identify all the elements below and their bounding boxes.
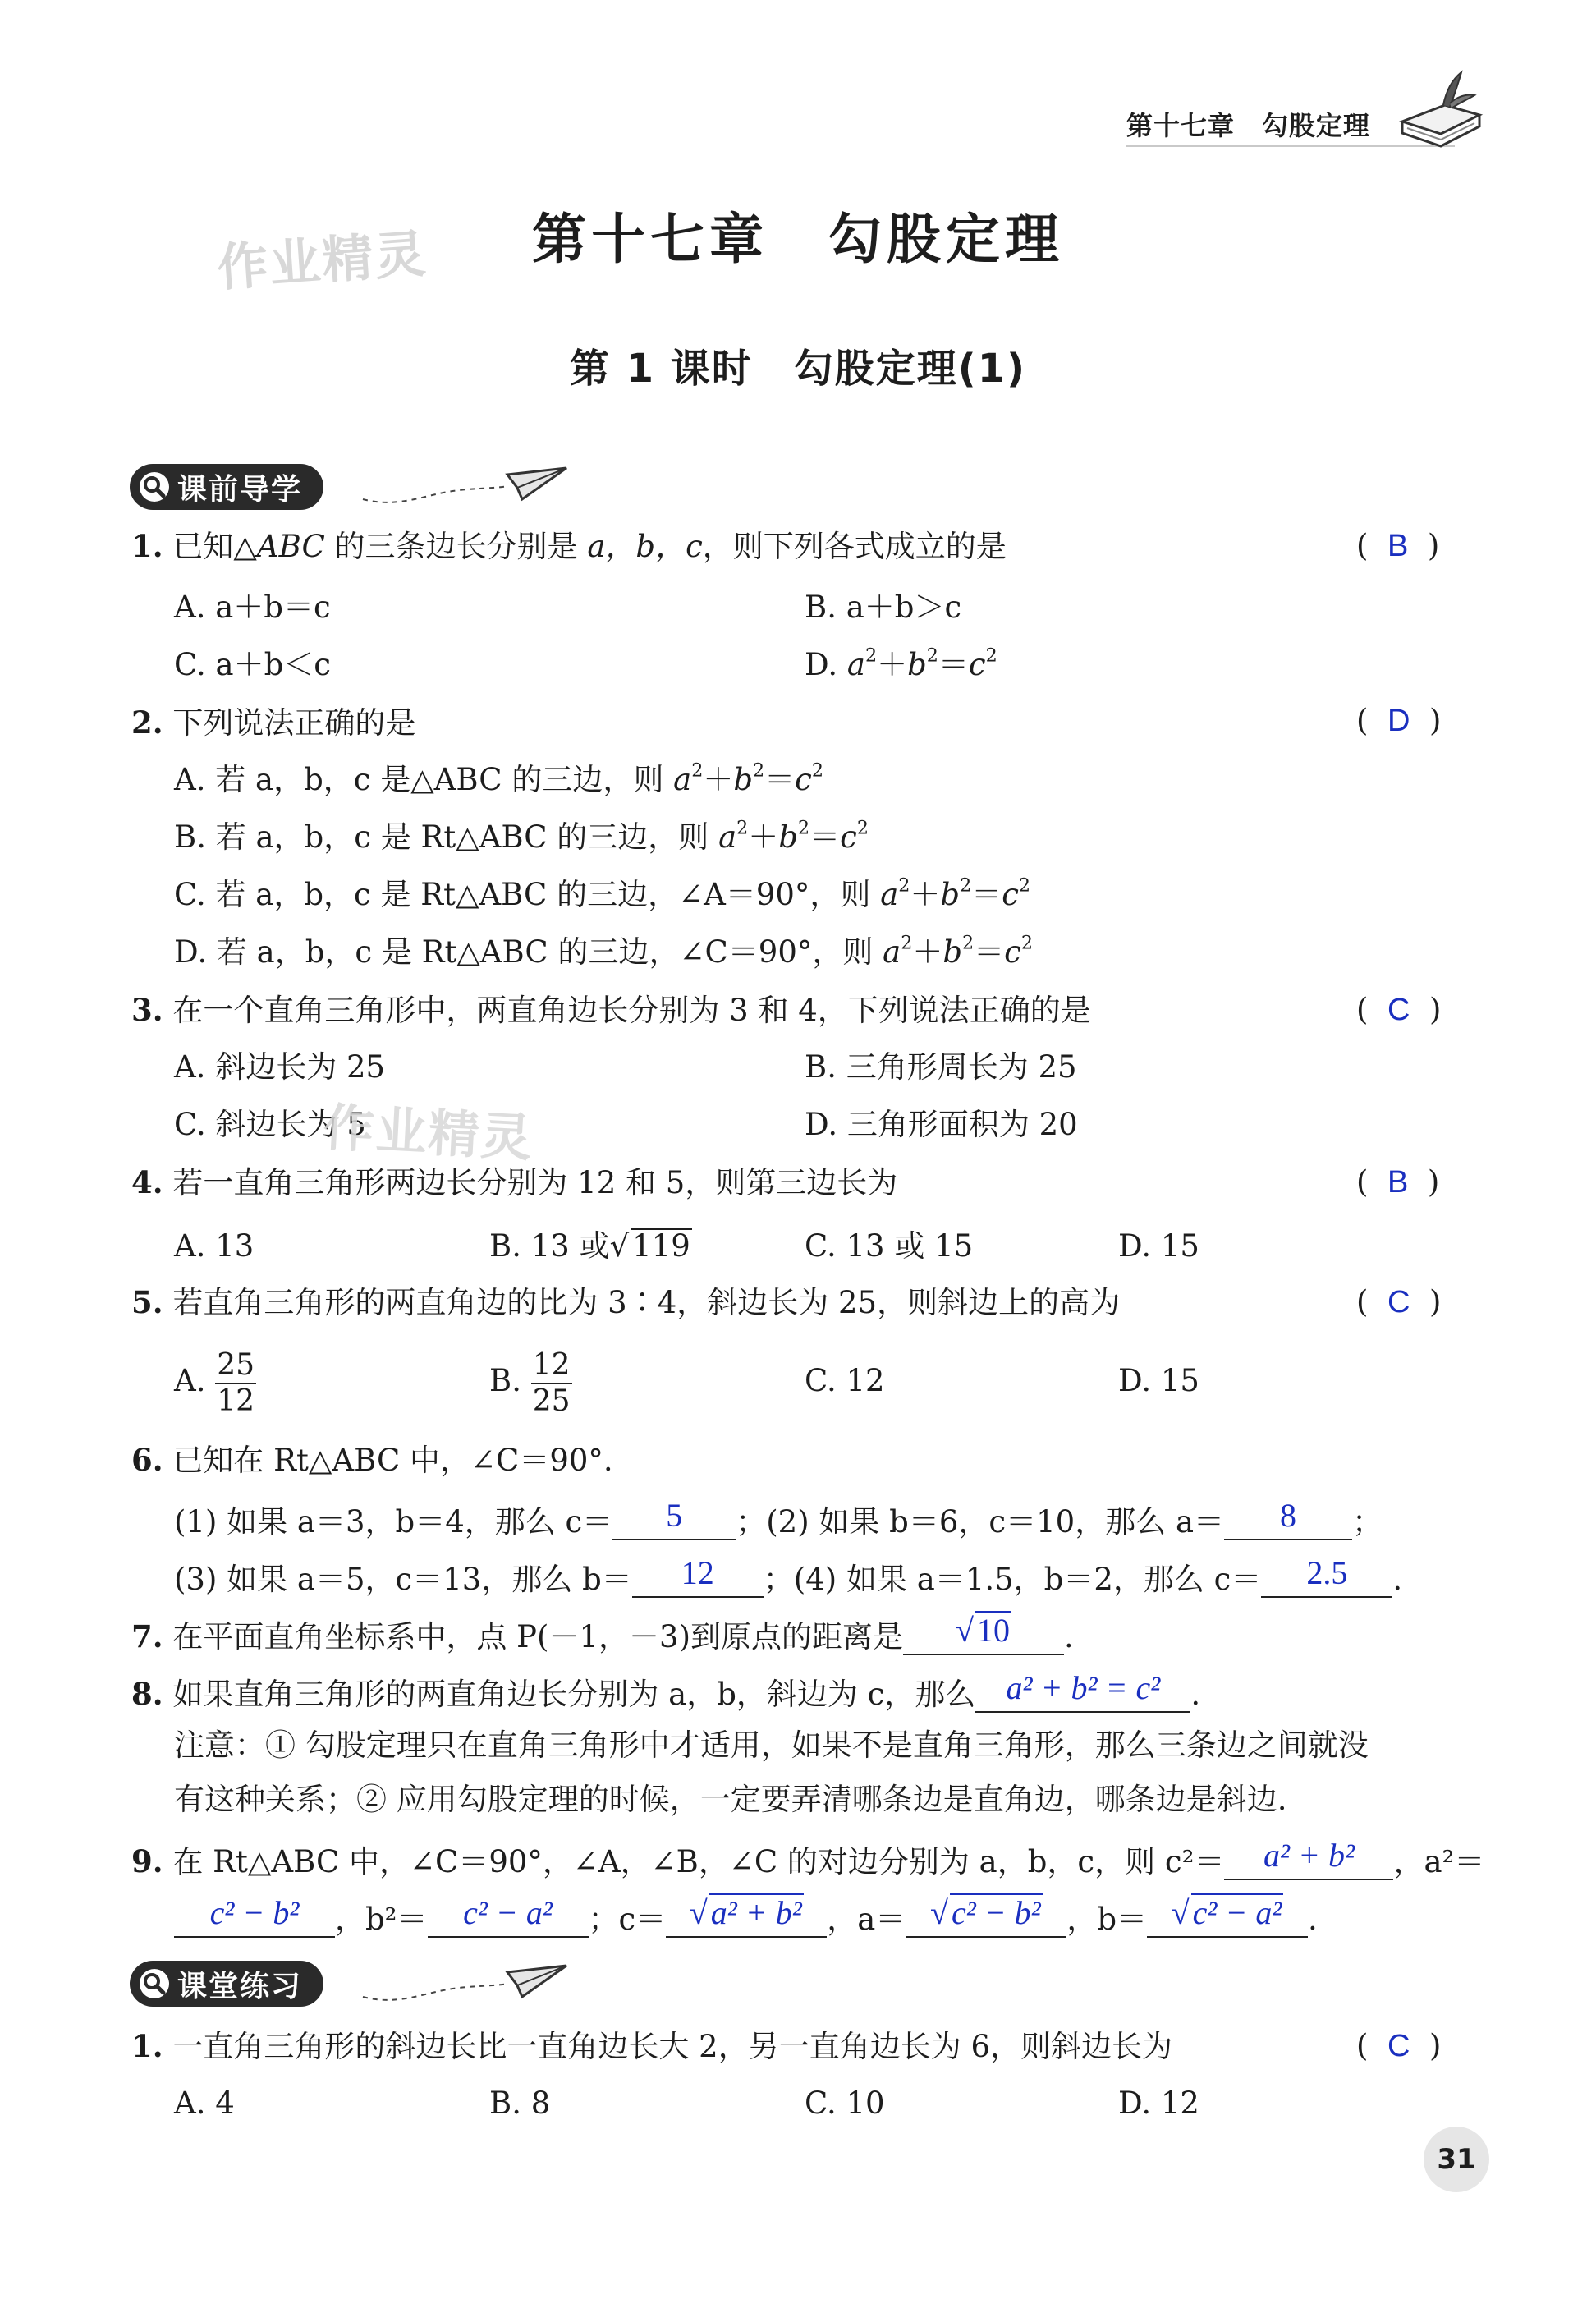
- punctuation: ；: [1352, 1504, 1383, 1540]
- paper-plane-icon: [361, 457, 575, 514]
- option-label: A.: [174, 1363, 206, 1398]
- fraction: [531, 1348, 572, 1419]
- section-title-class: 课堂练习: [177, 1969, 303, 2003]
- q1-option-b: B. a＋b＞c: [805, 590, 962, 625]
- practice-option-b: B. 8: [489, 2086, 551, 2121]
- question-5-stem: [131, 1284, 1120, 1321]
- magnifier-icon: [138, 470, 171, 503]
- answer-bracket-4: ( B ): [1356, 1164, 1440, 1200]
- numerator: 12: [531, 1348, 572, 1384]
- part-text: ，a²＝: [1393, 1844, 1485, 1879]
- option-text: C. 若 a，b，c 是 Rt△ABC 的三边，∠A＝90°，则: [174, 877, 881, 912]
- answer-value: 10: [976, 1612, 1010, 1649]
- answer-letter: C: [1387, 1285, 1410, 1319]
- stem-text: 若一直角三角形两边长分别为 12 和 5，则第三边长为: [172, 1165, 898, 1200]
- question-6-stem: [131, 1442, 613, 1479]
- q3-option-b: B. 三角形周长为 25: [805, 1049, 1077, 1085]
- answer-value: 2.5: [1306, 1554, 1348, 1591]
- watermark: 作业精灵: [322, 1097, 535, 1168]
- question-2-stem: [131, 704, 415, 741]
- question-9-line-1: [131, 1839, 1484, 1880]
- q1-option-c: C. a＋b＜c: [174, 647, 331, 682]
- answer-value: c² − b²: [209, 1894, 300, 1931]
- answer-value: c² − a²: [463, 1894, 553, 1931]
- answer-bracket-2: ( D ): [1356, 703, 1442, 738]
- question-number: 8.: [131, 1676, 163, 1712]
- chapter-title: 第十七章 勾股定理: [532, 207, 1064, 271]
- answer-bracket-1: ( B ): [1356, 528, 1440, 563]
- q6-line-2: [174, 1554, 1403, 1598]
- answer-value: a² + b²: [710, 1894, 802, 1931]
- part-text: ，b＝: [1066, 1902, 1148, 1937]
- punctuation: .: [1308, 1902, 1318, 1937]
- question-number: 9.: [131, 1843, 163, 1879]
- q3-option-c: C. 斜边长为 5: [174, 1107, 366, 1142]
- q5-option-c: C. 12: [805, 1363, 885, 1398]
- q5-option-d: D. 15: [1118, 1363, 1199, 1398]
- answer-blank: [632, 1554, 764, 1598]
- question-3-stem: [131, 992, 1091, 1029]
- section-title-pre: 课前导学: [177, 472, 303, 507]
- part-text: ，a＝: [827, 1902, 906, 1937]
- punctuation: .: [1190, 1677, 1201, 1712]
- q5-option-b: [489, 1343, 572, 1419]
- answer-blank: √ 10: [903, 1614, 1064, 1655]
- stem-text: 在平面直角坐标系中，点 P(－1，－3)到原点的距离是: [172, 1619, 904, 1654]
- question-number: 3.: [131, 992, 163, 1028]
- question-number: 6.: [131, 1442, 163, 1478]
- answer-blank: [1224, 1839, 1393, 1880]
- answer-blank: [1261, 1554, 1392, 1598]
- q8-note-line-1: 注意：① 勾股定理只在直角三角形中才适用，如果不是直角三角形，那么三条边之间就没: [174, 1728, 1369, 1763]
- variables: a，b，c: [587, 529, 703, 564]
- running-header: 第十七章 勾股定理: [1126, 110, 1371, 141]
- part-text: ，b²＝: [335, 1902, 428, 1937]
- q1-option-d: D. $a^2+b^2=c^2$: [805, 645, 998, 682]
- sqrt-radicand: 119: [632, 1228, 690, 1264]
- answer-value: a² + b² = c²: [1006, 1669, 1161, 1706]
- stem-part: 的三条边长分别是: [324, 529, 588, 564]
- question-number: 2.: [131, 704, 163, 741]
- answer-value: 8: [1280, 1497, 1297, 1534]
- question-number: 4.: [131, 1164, 163, 1200]
- question-number: 1.: [131, 2028, 163, 2064]
- answer-bracket-3: ( C ): [1356, 992, 1442, 1027]
- q5-option-a: [174, 1343, 256, 1419]
- practice-option-c: C. 10: [805, 2086, 885, 2121]
- answer-letter: B: [1387, 1165, 1409, 1200]
- question-7: [131, 1614, 1074, 1655]
- practice-option-a: A. 4: [174, 2086, 235, 2121]
- section-badge-class: [130, 1961, 323, 2007]
- answer-blank: [174, 1894, 335, 1938]
- option-label: B.: [489, 1363, 521, 1398]
- paper-plane-icon: [361, 1954, 575, 2012]
- answer-blank: √ a² + b²: [666, 1897, 827, 1938]
- stem-part: ，则下列各式成立的是: [702, 529, 1007, 564]
- answer-value: 5: [666, 1497, 683, 1534]
- numerator: 25: [215, 1348, 256, 1384]
- stem-part: 已知△: [172, 529, 257, 564]
- answer-bracket-5: ( C ): [1356, 1284, 1442, 1319]
- answer-bracket-practice-1: ( C ): [1356, 2028, 1442, 2063]
- q4-option-c: C. 13 或 15: [805, 1228, 974, 1264]
- part-text: ；(4) 如果 a＝1.5，b＝2，那么 c＝: [763, 1562, 1262, 1597]
- answer-letter: D: [1387, 704, 1410, 738]
- option-label: D.: [805, 647, 847, 682]
- q3-option-d: D. 三角形面积为 20: [805, 1107, 1078, 1142]
- answer-blank: [612, 1499, 736, 1540]
- lesson-subtitle: 第 1 课时 勾股定理(1): [569, 346, 1027, 392]
- section-badge-pre: [130, 464, 323, 510]
- question-8: [131, 1669, 1201, 1713]
- answer-letter: C: [1387, 2029, 1410, 2063]
- q2-option-d: D. 若 a，b，c 是 Rt△ABC 的三边，∠C＝90°，则 $a^2+b^2=c^2$: [174, 932, 1033, 970]
- stem-text: 已知在 Rt△ABC 中，∠C＝90°.: [172, 1443, 613, 1478]
- practice-option-d: D. 12: [1118, 2086, 1199, 2121]
- answer-blank: [1224, 1499, 1352, 1540]
- q4-option-b: B. 13 或√ 119: [489, 1228, 690, 1264]
- answer-blank: √ c² − b²: [906, 1897, 1066, 1938]
- option-text: D. 若 a，b，c 是 Rt△ABC 的三边，∠C＝90°，则: [174, 934, 883, 970]
- answer-blank: [975, 1669, 1190, 1713]
- answer-value: c² − a²: [1192, 1894, 1282, 1931]
- book-icon: [1396, 64, 1486, 154]
- question-number: 7.: [131, 1618, 163, 1654]
- question-4-stem: [131, 1164, 897, 1201]
- q6-line-1: [174, 1499, 1383, 1540]
- question-1-stem: [131, 528, 1007, 565]
- option-text: B. 13 或: [489, 1228, 610, 1264]
- punctuation: .: [1064, 1619, 1074, 1654]
- stem-text: 在一个直角三角形中，两直角边长分别为 3 和 4，下列说法正确的是: [172, 993, 1091, 1028]
- answer-letter: B: [1387, 529, 1409, 563]
- answer-value: 12: [681, 1554, 714, 1591]
- watermark: 作业精灵: [215, 223, 429, 298]
- stem-text: 若直角三角形的两直角边的比为 3∶4，斜边长为 25，则斜边上的高为: [172, 1285, 1121, 1320]
- q1-option-a: A. a＋b＝c: [174, 590, 331, 625]
- stem-text: 一直角三角形的斜边长比一直角边长大 2，另一直角边长为 6，则斜边长为: [172, 2029, 1173, 2064]
- q3-option-a: A. 斜边长为 25: [174, 1049, 386, 1085]
- answer-value: c² − b²: [951, 1894, 1041, 1931]
- practice-question-1-stem: [131, 2028, 1172, 2065]
- part-text: (3) 如果 a＝5，c＝13，那么 b＝: [174, 1562, 632, 1597]
- triangle-name: ABC: [256, 529, 325, 564]
- question-number: 1.: [131, 528, 163, 564]
- stem-text: 在 Rt△ABC 中，∠C＝90°，∠A，∠B，∠C 的对边分别为 a，b，c，则 c²＝: [172, 1844, 1225, 1879]
- q4-option-d: D. 15: [1118, 1228, 1199, 1264]
- q8-note-line-2: 有这种关系；② 应用勾股定理的时候，一定要弄清哪条边是直角边，哪条边是斜边.: [174, 1782, 1287, 1817]
- q2-option-b: B. 若 a，b，c 是 Rt△ABC 的三边，则 $a^2+b^2=c^2$: [174, 817, 869, 855]
- q2-option-c: C. 若 a，b，c 是 Rt△ABC 的三边，∠A＝90°，则 $a^2+b^2=c^2$: [174, 874, 1031, 912]
- page-number: 31: [1424, 2127, 1489, 2192]
- stem-text: 如果直角三角形的两直角边长分别为 a，b，斜边为 c，那么: [172, 1677, 976, 1712]
- stem-text: 下列说法正确的是: [172, 705, 416, 741]
- answer-letter: C: [1387, 993, 1410, 1027]
- magnifier-icon: [138, 1967, 171, 2000]
- part-text: ；c＝: [588, 1902, 667, 1937]
- question-9-line-2: [174, 1894, 1318, 1938]
- fraction: [215, 1348, 256, 1419]
- q4-option-a: A. 13: [174, 1228, 255, 1264]
- answer-blank: [428, 1894, 589, 1938]
- part-text: (1) 如果 a＝3，b＝4，那么 c＝: [174, 1504, 613, 1540]
- option-text: B. 若 a，b，c 是 Rt△ABC 的三边，则: [174, 819, 719, 855]
- q2-option-a: A. 若 a，b，c 是△ABC 的三边，则 $a^2+b^2=c^2$: [174, 759, 823, 797]
- denominator: 12: [217, 1384, 255, 1418]
- option-text: A. 若 a，b，c 是△ABC 的三边，则: [174, 762, 674, 797]
- punctuation: .: [1392, 1562, 1403, 1597]
- answer-blank: √ c² − a²: [1147, 1897, 1308, 1938]
- part-text: ；(2) 如果 b＝6，c＝10，那么 a＝: [736, 1504, 1225, 1540]
- answer-value: a² + b²: [1263, 1837, 1355, 1874]
- question-number: 5.: [131, 1284, 163, 1320]
- denominator: 25: [532, 1384, 571, 1418]
